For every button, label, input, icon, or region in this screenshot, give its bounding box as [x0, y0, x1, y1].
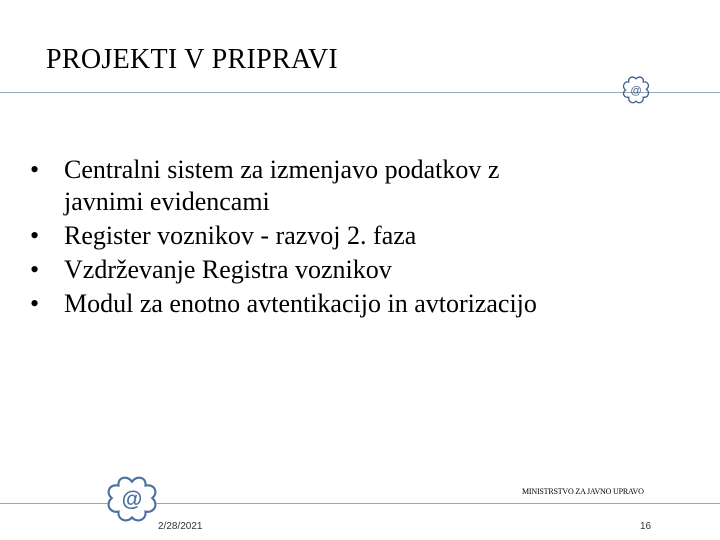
logo-glyph: @ [121, 487, 143, 511]
bullet-item [30, 154, 690, 218]
page-number: 16 [640, 521, 652, 532]
bullet-item [30, 288, 690, 320]
slide-date: 2/28/2021 [158, 521, 203, 532]
slide-title: PROJEKTI V PRIPRAVI [46, 44, 339, 75]
bullet-dot: • [30, 289, 40, 318]
flower-at-logo-icon [103, 474, 161, 528]
bullet-dot: • [30, 221, 40, 250]
ministry-label: MINISTRSTVO ZA JAVNO UPRAVO [522, 487, 644, 496]
bullet-text: Register voznikov - razvoj 2. faza [64, 221, 417, 250]
bullet-text: Modul za enotno avtentikacijo in avtorizacijo [64, 289, 537, 318]
title-divider [0, 92, 720, 93]
flower-at-logo-icon [620, 74, 652, 106]
logo-glyph: @ [630, 85, 642, 97]
bullet-text-cont: javnimi evidencami [64, 187, 270, 216]
bullet-text: Vzdrževanje Registra voznikov [64, 255, 392, 284]
bullet-text: Centralni sistem za izmenjavo podatkov z [64, 155, 500, 184]
bullet-item [30, 220, 690, 252]
bullet-dot: • [30, 255, 40, 284]
bullet-item [30, 254, 690, 286]
bullet-dot: • [30, 155, 40, 184]
bullet-list [30, 154, 690, 330]
